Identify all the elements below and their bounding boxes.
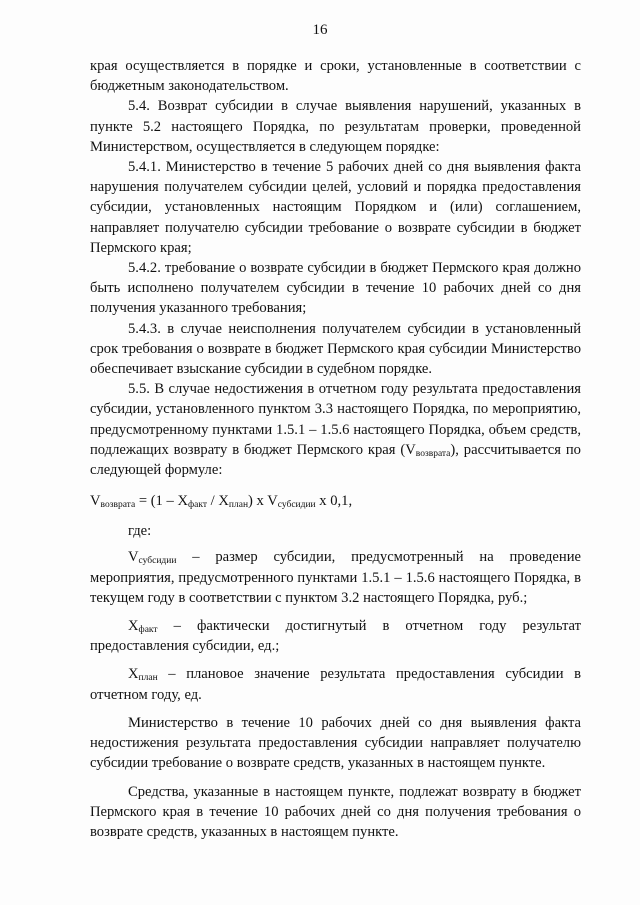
formula-plan-sub: план xyxy=(228,500,249,511)
formula-slash: / X xyxy=(207,493,229,510)
def-xplan-sub: план xyxy=(138,673,158,684)
def-xplan-text: – плановое значение результата предоставления субсидии в отчетном году, ед. xyxy=(90,666,581,703)
return-formula xyxy=(90,491,581,511)
formula-mid: ) x V xyxy=(248,493,278,510)
formula-eq: = (1 – X xyxy=(135,493,188,510)
def-vsubs-text: – размер субсидии, предусмотренный на проведение мероприятия, предусмотренного пунктами 1.5.1 – 1.5.6 настоящего Порядка, в текущем году в соответствии с пунктом 3.2 настоящего Порядка, руб.; xyxy=(90,549,581,606)
paragraph-ministry-demand: Министерство в течение 10 рабочих дней со дня выявления факта недостижения результата предоставления субсидии направляет получателю субсидии требование о возврате средств, указанных в настоящем пункте. xyxy=(90,714,581,772)
formula-fact-sub: факт xyxy=(188,500,208,511)
p55-subscript: возврата xyxy=(415,448,451,459)
formula-v: V xyxy=(90,493,101,510)
paragraph-5-4: 5.4. Возврат субсидии в случае выявления нарушений, указанных в пункте 5.2 настоящего Порядка, по результатам проверки, проведенной Министерством, осуществляется в следующем порядке: xyxy=(90,98,581,155)
paragraph-funds-return: Средства, указанные в настоящем пункте, подлежат возврату в бюджет Пермского края в течение 10 рабочих дней со дня получения требования о возврате средств, указанных в настоящем пункте. xyxy=(90,783,581,840)
formula-subs-sub: субсидии xyxy=(277,500,316,511)
paragraph-5-5 xyxy=(90,379,581,480)
paragraph-intro: края осуществляется в порядке и сроки, установленные в соответствии с бюджетным законодательством. xyxy=(90,58,581,95)
def-xplan-symbol: X xyxy=(128,666,139,683)
def-xfact-text: – фактически достигнутый в отчетном году результат предоставления субсидии, ед.; xyxy=(90,618,581,655)
where-label: где: xyxy=(128,523,152,540)
formula-v-sub: возврата xyxy=(100,500,136,511)
def-vsubs-symbol: V xyxy=(128,549,139,566)
definition-x-plan xyxy=(90,664,581,704)
definition-v-subsidy xyxy=(90,547,581,608)
def-vsubs-sub: субсидии xyxy=(138,556,177,567)
def-xfact-symbol: X xyxy=(128,618,139,635)
formula-tail: x 0,1, xyxy=(315,493,353,510)
document-body xyxy=(90,56,581,842)
page-number: 16 xyxy=(312,22,328,38)
paragraph-5-4-2: 5.4.2. требование о возврате субсидии в бюджет Пермского края должно быть исполнено получателем субсидии в течение 10 рабочих дней со дня получения указанного требования; xyxy=(90,260,581,317)
paragraph-5-4-3: 5.4.3. в случае неисполнения получателем субсидии в установленный срок требования о возврате в бюджет Пермского края субсидии Министерство обеспечивает взыскание субсидии в судебном порядке. xyxy=(90,320,581,378)
p55-text-before: 5.5. В случае недостижения в отчетном году результата предоставления субсидии, установленного пунктом 3.3 настоящего Порядка, по мероприятию, предусмотренному пунктами 1.5.1 – 1.5.6 настоящего Порядка, объем средств, подлежащих возврату в бюджет Пермского края (V xyxy=(90,381,581,458)
paragraph-5-4-1: 5.4.1. Министерство в течение 5 рабочих дней со дня выявления факта нарушения получателем субсидии целей, условий и порядка предоставления субсидии, установленных настоящим Порядком и (или) соглашением, направляет получателю субсидии требование о возврате субсидии в бюджет Пермского края; xyxy=(90,159,581,256)
definition-x-fact xyxy=(90,616,581,656)
p55-text-after: ), рассчитывается по следующей формуле: xyxy=(90,441,581,479)
def-xfact-sub: факт xyxy=(138,625,158,636)
